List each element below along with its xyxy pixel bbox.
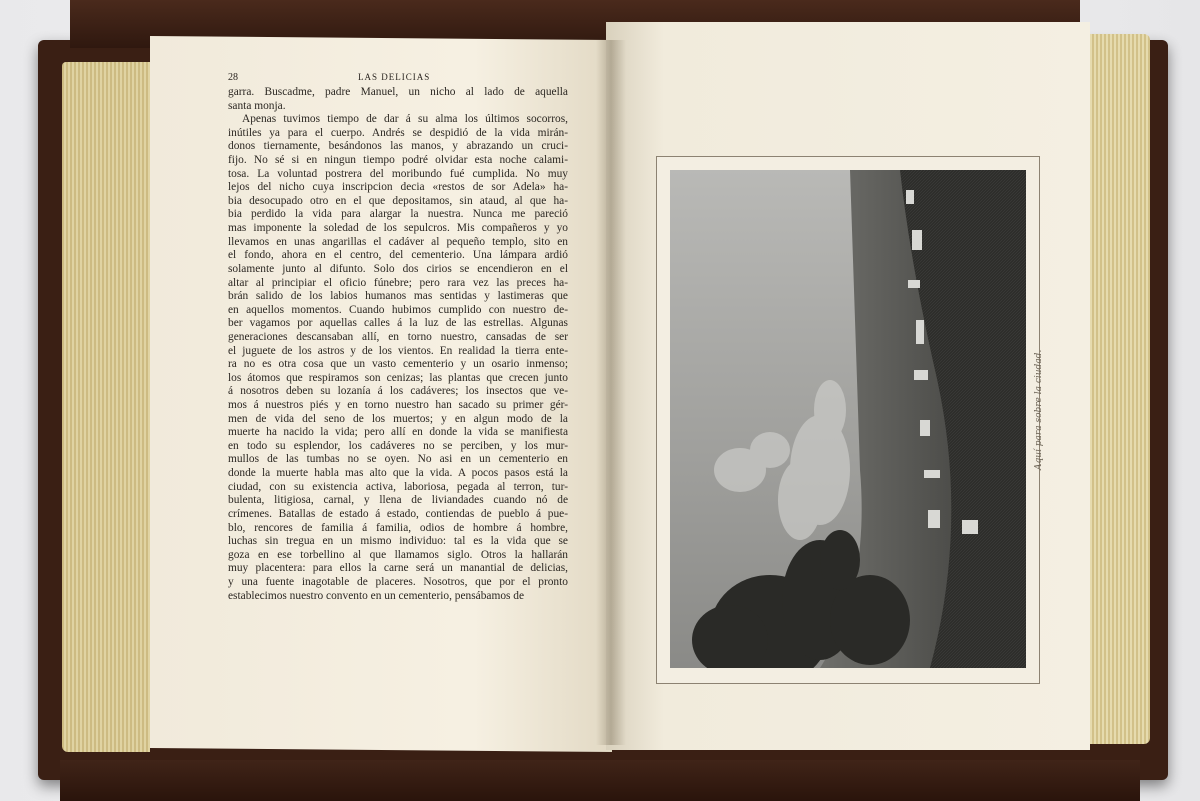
text-line: crímenes. Batallas de estado á estado, contiendas de pueblo á pue- [228,507,568,520]
book-spine-bottom [60,760,1140,801]
text-line: santa monja. [228,99,286,112]
text-line: blo, rencores de familia á familia, odios de hombre á hombre, [228,521,568,534]
text-line: inútiles ya para el cuerpo. Andrés se despidió de la vida mirán- [228,126,568,139]
text-line: generaciones descansaban allí, en torno nuestro, cansadas de ser [228,330,568,343]
landscape-engraving [670,170,1026,668]
text-line: el juguete de los astros y de los vientos. En realidad la tierra ente- [228,344,568,357]
text-line: bulenta, litigiosa, carnal, y llena de liviandades cuando nó de [228,494,568,507]
text-line: donde la muerte habla mas alto que la vida. A pocos pasos está la [228,467,568,480]
page-number: 28 [228,72,238,83]
text-line: fijo. No sé si en ningun tiempo podré olvidar esta noche calami- [228,154,568,167]
text-line: ber vagamos por aquellas calles á la luz de las estrellas. Algunas [228,317,568,330]
plate-caption [1034,349,1046,482]
text-line: men de vida del seno de los muertos; y en algun modo de la [228,412,568,425]
text-line: ciudad, con su existencia activa, laboriosa, pegada al terron, tur- [228,480,568,493]
text-line: en aquellos momentos. Cuando hubimos cumplido con nuestro de- [228,303,568,316]
text-line: bia desocupado otro en el que depositamos, sin ataud, al que ha- [228,194,568,207]
book-title: LAS DELICIAS [358,72,431,82]
text-line: muerte ha nacido la vida; pero allí en donde la vida se manifiesta [228,426,568,439]
text-line: brán salido de los labios humanos mas sentidas y lastimeras que [228,290,568,303]
text-line: garra. Buscadme, padre Manuel, un nicho al lado de aquella [228,86,568,98]
engraving-image [670,170,1026,668]
page-text [228,86,568,603]
text-line: tosa. La voluntad postrera del moribundo fué cumplida. No muy [228,167,568,180]
left-page-edges [62,62,150,752]
text-line: luchas sin tregua en un mismo individuo: tal es la vida que se [228,535,568,548]
text-line: muy placentera: para ellos la carne será un manantial de delicias, [228,562,568,575]
running-head [228,72,608,86]
text-line: en todo su esplendor, los cadáveres no se perciben, y los mur- [228,439,568,452]
book-gutter [596,40,626,745]
text-line: bia perdido la vida para alargar la nuestra. Nunca me pareció [228,208,568,221]
text-line: y una fuente inagotable de placeres. Nosotros, que por el pronto [228,575,568,588]
text-line: ra no es otra cosa que un vasto cementerio y un osario inmenso; [228,358,568,371]
text-line: establecimos nuestro convento en un cementerio, pensábamos de [228,589,525,602]
text-line: á nosotros deben su lozanía á los cadáveres; los insectos que ve- [228,385,568,398]
text-line: donos tiernamente, besándonos las manos, y abrazando un cruci- [228,140,568,153]
text-line: lejos del nicho cuya inscripcion decia «restos de sor Adela» ha- [228,181,568,194]
text-line: mullos de las tumbas no se oyen. No asi en un cementerio en [228,453,568,466]
text-line: los átomos que respiramos son cenizas; las plantas que crecen junto [228,371,568,384]
text-line: mas imponente la soledad de los sepulcros. Mis compañeros y yo [228,222,568,235]
text-line: llevamos en unas angarillas el cadáver al pequeño templo, sito en [228,235,568,248]
text-line: altar al principiar el oficio fúnebre; pero rara vez las preces ha- [228,276,568,289]
plate-caption-text: Aquí para sobre la ciudad. [1034,349,1044,470]
text-line: mos á nuestros piés y en torno nuestro han sacado su primer gér- [228,399,568,412]
text-line: Apenas tuvimos tiempo de dar á su alma los últimos socorros, [242,113,568,126]
text-line: solamente junto al difunto. Solo dos cirios se encendieron en el [228,262,568,275]
text-line: el fondo, ahora en el centro, del cementerio. Una lámpara ardió [228,249,568,262]
right-page-edges [1088,34,1150,744]
text-line: goza en ese torbellino al que llamamos siglo. Otros la hallarán [228,548,568,561]
